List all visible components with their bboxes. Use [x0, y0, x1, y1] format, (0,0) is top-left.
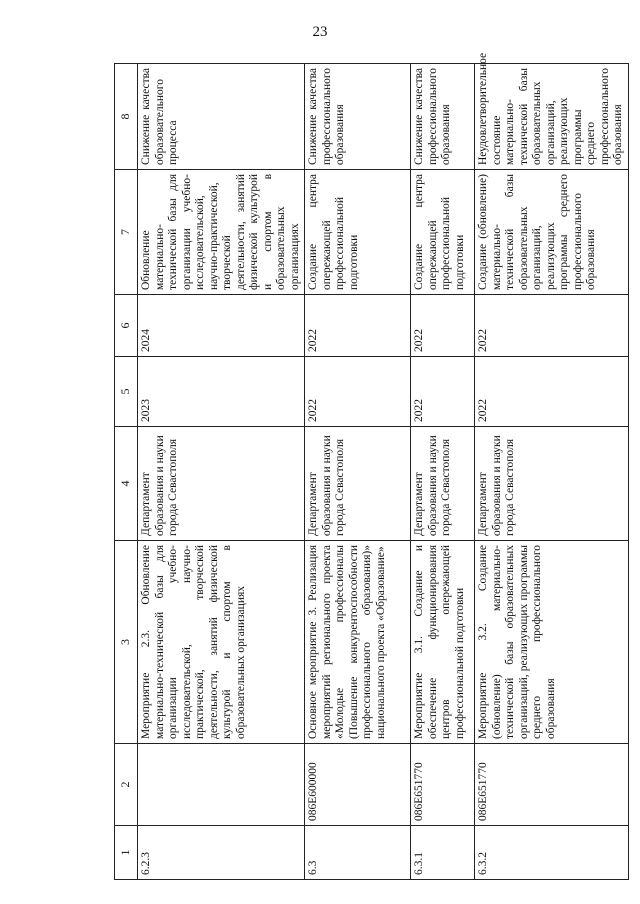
table-row: [138, 64, 305, 880]
measures-table: [114, 52, 629, 880]
rotated-table-container: [114, 52, 624, 880]
table-sheet: [114, 52, 624, 880]
table-row: [475, 64, 629, 880]
start-year-cell: 2022: [411, 357, 475, 427]
expected-result-cell: Обновление материально-технической базы для организации учебно-исследовательской, научно-практической, творческой деятельности, занятий физической культурой и спортом в образовательных организациях: [138, 170, 305, 295]
measure-name-cell: Мероприятие 3.1. Создание и обеспечение функционирования центров опережающей профессиональной подготовки: [411, 541, 475, 744]
start-year-cell: 2023: [138, 357, 305, 427]
column-header: 1: [115, 826, 138, 880]
expected-result-cell: Создание центра опережающей профессиональной подготовки: [305, 170, 411, 295]
budget-code-cell: 086E600000: [305, 744, 411, 826]
executor-cell: Департамент образования и науки города Севастополя: [411, 427, 475, 541]
consequence-cell: Снижение качества профессионального образования: [305, 64, 411, 170]
table-row: [411, 64, 475, 880]
table-row: [305, 64, 411, 880]
expected-result-cell: Создание центра опережающей профессиональной подготовки: [411, 170, 475, 295]
end-year-cell: 2022: [411, 295, 475, 357]
column-header: 2: [115, 744, 138, 826]
column-header: 7: [115, 170, 138, 295]
executor-cell: Департамент образования и науки города Севастополя: [475, 427, 629, 541]
start-year-cell: 2022: [475, 357, 629, 427]
end-year-cell: 2022: [305, 295, 411, 357]
column-header: 5: [115, 357, 138, 427]
consequence-cell: Неудовлетворительное состояние материально-технической базы образовательных организаций, реализующих программы среднего профессионального образования: [475, 64, 629, 170]
column-header: 6: [115, 295, 138, 357]
executor-cell: Департамент образования и науки города Севастополя: [305, 427, 411, 541]
row-number-cell: 6.3: [305, 826, 411, 880]
header-row: [115, 64, 138, 880]
measure-name-cell: Основное мероприятие 3. Реализация мероприятий регионального проекта «Молодые профессионалы (Повышение конкурентоспособности профессионального образования)» национального проекта «Образование»: [305, 541, 411, 744]
page-number: 23: [312, 24, 328, 40]
end-year-cell: 2022: [475, 295, 629, 357]
consequence-cell: Снижение качества образовательного процесса: [138, 64, 305, 170]
row-number-cell: 6.3.1: [411, 826, 475, 880]
executor-cell: Департамент образования и науки города Севастополя: [138, 427, 305, 541]
budget-code-cell: 086E651770: [475, 744, 629, 826]
column-header: 4: [115, 427, 138, 541]
measure-name-cell: Мероприятие 3.2. Создание (обновление) материально-технической базы образовательных организаций, реализующих программы среднего профессионального образования: [475, 541, 629, 744]
row-number-cell: 6.3.2: [475, 826, 629, 880]
budget-code-cell: [138, 744, 305, 826]
consequence-cell: Снижение качества профессионального образования: [411, 64, 475, 170]
column-header: 3: [115, 541, 138, 744]
measure-name-cell: Мероприятие 2.3. Обновление материально-технической базы для организации учебно-исследовательской, научно-практической, творческой деятельности, занятий физической культурой и спортом в образовательных организациях: [138, 541, 305, 744]
end-year-cell: 2024: [138, 295, 305, 357]
budget-code-cell: 086E651770: [411, 744, 475, 826]
column-header: 8: [115, 64, 138, 170]
row-number-cell: 6.2.3: [138, 826, 305, 880]
start-year-cell: 2022: [305, 357, 411, 427]
expected-result-cell: Создание (обновление) материально-технической базы образовательных организаций, реализующих программы среднего профессионального образования: [475, 170, 629, 295]
